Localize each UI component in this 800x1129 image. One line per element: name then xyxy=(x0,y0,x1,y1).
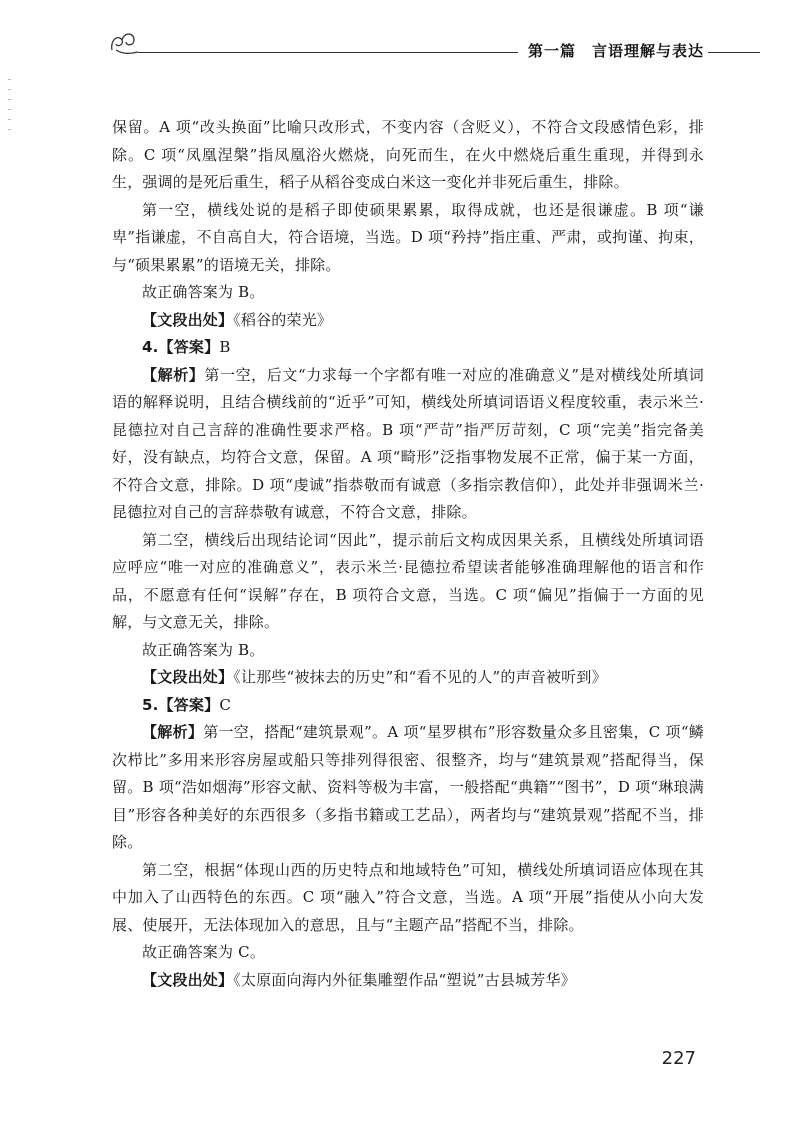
source-title: 《让那些“被抹去的历史”和“看不见的人”的声音被听到》 xyxy=(233,668,607,686)
answer-conclusion xyxy=(112,637,704,665)
paragraph-text: 第一空，横线处说的是稻子即使硕果累累，取得成就，也还是很谦虚。B 项“谦卑”指谦虚，不自高自大，符合语境，当选。D 项“矜持”指庄重、严肃，或拘谨、拘束，与“硕果累累”的语境无关，排除。 xyxy=(112,200,704,274)
answer-conclusion xyxy=(112,939,704,967)
paragraph-text: 第二空，横线后出现结论词“因此”，提示前后文构成因果关系，且横线处所填词语应呼应“唯一对应的准确意义”，表示米兰·昆德拉希望读者能够准确理解他的语言和作品，不愿意有任何“误解”存在，B 项符合文意，当选。C 项“偏见”指偏于一方面的见解，与文意无关，排除。 xyxy=(112,530,704,631)
paragraph xyxy=(112,114,704,197)
source-line xyxy=(112,967,704,995)
source-title: 《稻谷的荣光》 xyxy=(233,310,333,329)
source-line xyxy=(112,664,704,692)
source-label: 【文段出处】 xyxy=(142,668,234,686)
page-number: 227 xyxy=(661,1048,696,1069)
paragraph xyxy=(112,857,704,940)
paragraph-text: 第一空，后文“力求每一个字都有唯一对应的准确意义”是对横线处所填词语的解释说明，且结合横线前的“近乎”可知，横线处所填词语语义程度较重，表示米兰·昆德拉对自己言辞的准确性要求严格。B 项“严苛”指严厉苛刻，C 项“完美”指完备美好，没有缺点，均符合文意，保留。A 项“畸形”泛指事物发展不正常，偏于某一方面，不符合文意，排除。D 项“虔诚”指恭敬而有诚意（多指宗教信仰），此处并非强调米兰·昆德拉对自己的言辞恭敬有诚意，不符合文意，排除。 xyxy=(112,365,704,521)
paragraph-text: 保留。A 项“改头换面”比喻只改形式，不变内容（含贬义），不符合文段感情色彩，排除。C 项“凤凰涅槃”指凤凰浴火燃烧，向死而生，在火中燃烧后重生重现，并得到永生，强调的是死后重生，稻子从稻谷变成白米这一变化并非死后重生，排除。 xyxy=(112,118,704,191)
source-title: 《太原面向海内外征集雕塑作品“塑说”古县城芳华》 xyxy=(233,970,576,989)
analysis-label: 【解析】 xyxy=(142,365,205,384)
answer-value: B xyxy=(219,338,231,356)
paragraph-text: 第一空，搭配“建筑景观”。A 项“星罗棋布”形容数量众多且密集，C 项“鳞次栉比”多用来形容房屋或船只等排列得很密、很整齐，均与“建筑景观”搭配得当，保留。B 项“浩如烟海”形容文献、资料等极为丰富，一般搭配“典籍”“图书”，D 项“琳琅满目”形容各种美好的东西很多（多指书籍或工艺品），两者均与“建筑景观”搭配不当，排除。 xyxy=(112,723,704,851)
paragraph-text: 第二空，根据“体现山西的历史特点和地域特色”可知，横线处所填词语应体现在其中加入了山西特色的东西。C 项“融入”符合文意，当选。A 项“开展”指使从小向大发展、使展开，无法体现加入的意思，且与“主题产品”搭配不当，排除。 xyxy=(112,860,704,934)
answer-value: C xyxy=(219,695,232,714)
page-body xyxy=(112,114,704,994)
header-rule-left xyxy=(138,52,518,53)
margin-marks xyxy=(8,70,18,139)
paragraph-text: 故正确答案为 B。 xyxy=(142,640,265,659)
analysis-paragraph xyxy=(112,719,704,857)
answer-conclusion xyxy=(112,279,704,307)
paragraph xyxy=(112,527,704,637)
paragraph xyxy=(112,197,704,280)
source-label: 【文段出处】 xyxy=(142,310,234,329)
paragraph-text: 故正确答案为 B。 xyxy=(142,283,265,301)
running-header xyxy=(0,26,800,66)
answer-line xyxy=(112,692,704,720)
leaf-ornament-icon xyxy=(108,28,142,58)
header-rule-right xyxy=(708,52,760,53)
source-label: 【文段出处】 xyxy=(142,970,234,989)
header-title: 第一篇 言语理解与表达 xyxy=(528,42,705,60)
answer-label: 5.【答案】 xyxy=(142,695,220,714)
analysis-label: 【解析】 xyxy=(142,723,204,741)
analysis-paragraph xyxy=(112,362,704,527)
answer-label: 4.【答案】 xyxy=(142,338,220,356)
answer-line xyxy=(112,334,704,362)
paragraph-text: 故正确答案为 C。 xyxy=(142,943,266,961)
source-line xyxy=(112,307,704,335)
